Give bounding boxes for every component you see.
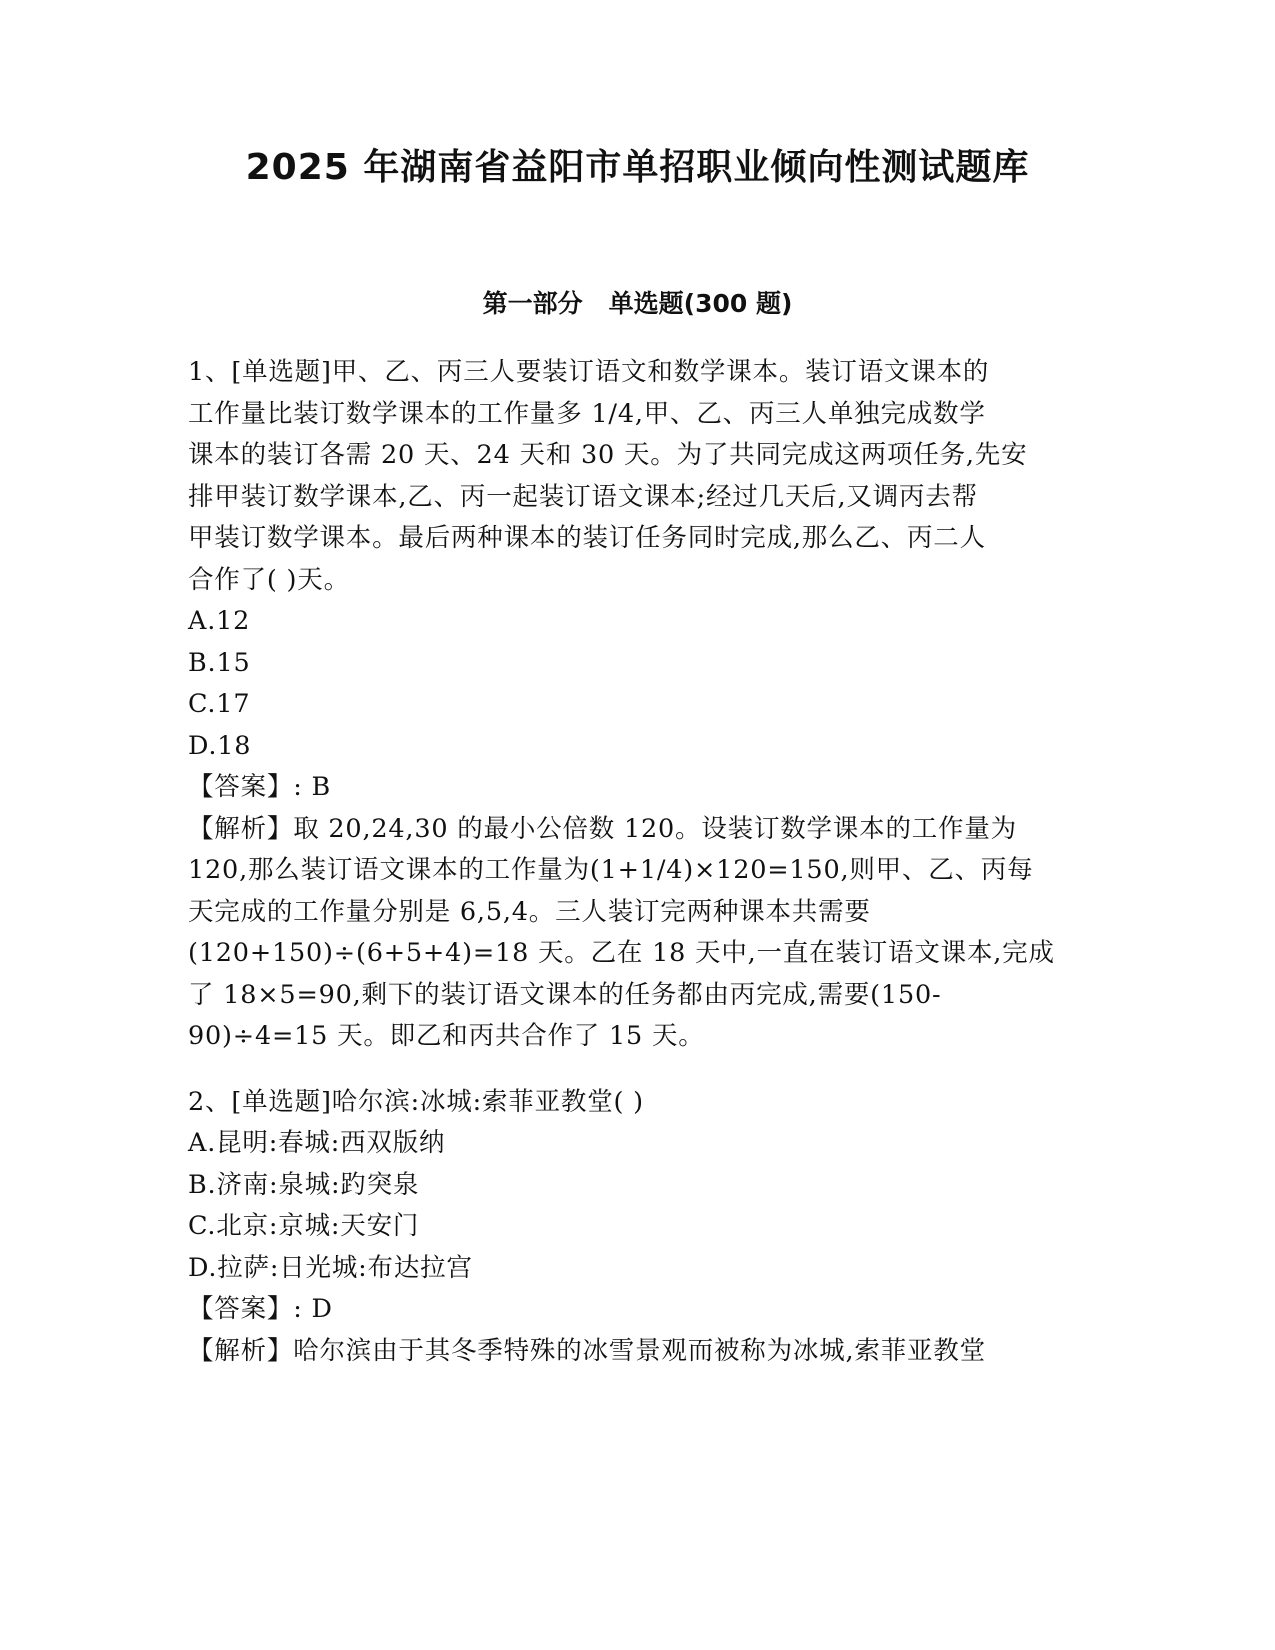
- question-stem-line: 工作量比装订数学课本的工作量多 1/4,甲、乙、丙三人单独完成数学: [188, 398, 986, 429]
- question-stem-line: 合作了( )天。: [188, 564, 350, 595]
- option-b: B.15: [188, 647, 251, 678]
- analysis-line: 120,那么装订语文课本的工作量为(1+1/4)×120=150,则甲、乙、丙每: [188, 855, 1034, 885]
- analysis-line: 了 18×5=90,剩下的装订语文课本的任务都由丙完成,需要(150-: [188, 979, 942, 1010]
- question-stem-line: 排甲装订数学课本,乙、丙一起装订语文课本;经过几天后,又调丙去帮: [188, 481, 978, 512]
- question-stem-line: 2、[单选题]哈尔滨:冰城:索菲亚教堂( ): [188, 1086, 644, 1117]
- question-2: [188, 1082, 1078, 1373]
- option-c: C.17: [188, 689, 251, 719]
- analysis-line: 【解析】取 20,24,30 的最小公倍数 120。设装订数学课本的工作量为: [188, 813, 1017, 844]
- answer-line: 【答案】: D: [188, 1294, 333, 1324]
- question-list: [188, 352, 1078, 1372]
- question-1: [188, 352, 1078, 1058]
- option-b: B.济南:泉城:趵突泉: [188, 1169, 420, 1200]
- analysis-line: 【解析】哈尔滨由于其冬季特殊的冰雪景观而被称为冰城,索菲亚教堂: [188, 1335, 986, 1366]
- option-d: D.18: [188, 730, 252, 761]
- document-title: 2025 年湖南省益阳市单招职业倾向性测试题库: [245, 147, 1030, 188]
- option-d: D.拉萨:日光城:布达拉宫: [188, 1252, 473, 1283]
- question-stem-line: 课本的装订各需 20 天、24 天和 30 天。为了共同完成这两项任务,先安: [188, 440, 1028, 470]
- section-heading: 第一部分 单选题(300 题): [482, 289, 793, 318]
- answer-line: 【答案】: B: [188, 772, 332, 802]
- option-c: C.北京:京城:天安门: [188, 1211, 420, 1241]
- question-stem-line: 甲装订数学课本。最后两种课本的装订任务同时完成,那么乙、丙二人: [188, 523, 986, 553]
- analysis-line: 天完成的工作量分别是 6,5,4。三人装订完两种课本共需要: [188, 896, 871, 927]
- option-a: A.12: [188, 606, 251, 636]
- question-spacer: [188, 1058, 1078, 1082]
- question-stem-line: 1、[单选题]甲、乙、丙三人要装订语文和数学课本。装订语文课本的: [188, 357, 990, 387]
- analysis-line: (120+150)÷(6+5+4)=18 天。乙在 18 天中,一直在装订语文课本,完成: [188, 938, 1055, 968]
- option-a: A.昆明:春城:西双版纳: [188, 1128, 446, 1158]
- analysis-line: 90)÷4=15 天。即乙和丙共合作了 15 天。: [188, 1021, 705, 1051]
